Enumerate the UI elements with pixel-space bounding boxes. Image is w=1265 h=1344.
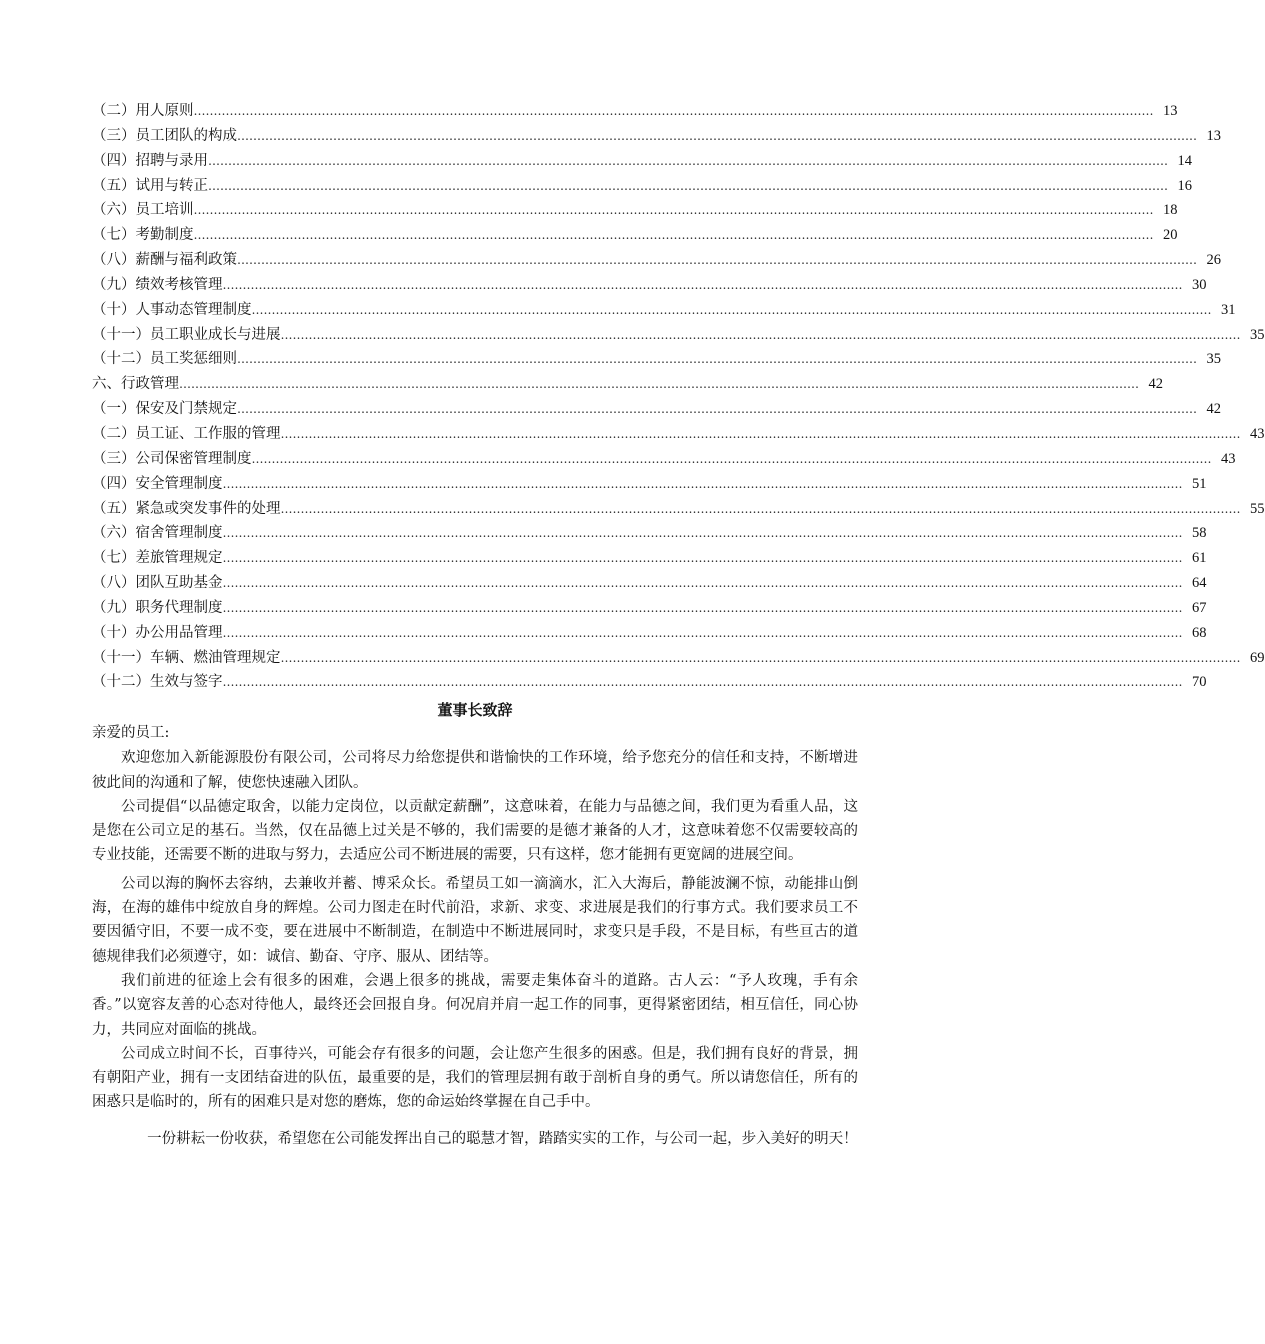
toc-leader-dots: …………………………………………………………………………………………………………………………………………………………………………………………………………………… — [193, 104, 1154, 118]
toc-entry-label: （二）用人原则 — [92, 103, 194, 119]
toc-entry-page: 30 — [1192, 276, 1207, 293]
toc-entry[interactable] — [92, 124, 1221, 149]
toc-entry-page: 58 — [1192, 525, 1207, 542]
toc-entry[interactable] — [92, 646, 1265, 671]
toc-leader-dots: …………………………………………………………………………………………………………………………………………………………………………………………………………………… — [280, 650, 1241, 665]
toc-entry[interactable] — [92, 273, 1207, 298]
toc-entry[interactable] — [92, 521, 1207, 546]
toc-leader-dots: …………………………………………………………………………………………………………………………………………………………………………………………………………………… — [280, 327, 1241, 342]
toc-entry-page: 13 — [1206, 127, 1221, 144]
toc-entry-label: （九）绩效考核管理 — [92, 276, 223, 293]
toc-leader-dots: …………………………………………………………………………………………………………………………………………………………………………………………………………………… — [179, 377, 1139, 392]
toc-leader-dots: …………………………………………………………………………………………………………………………………………………………………………………………………………………… — [208, 153, 1168, 168]
toc-entry[interactable] — [92, 174, 1192, 199]
toc-entry-label: （十一）车辆、燃油管理规定 — [92, 649, 281, 666]
toc-entry-page: 69 — [1250, 649, 1265, 666]
document-page — [92, 99, 1265, 1151]
toc-entry[interactable] — [92, 198, 1178, 223]
toc-entry-label: （七）考勤制度 — [92, 227, 194, 244]
toc-entry-label: （一）保安及门禁规定 — [92, 401, 237, 418]
toc-entry[interactable] — [92, 422, 1265, 447]
toc-entry-page: 13 — [1163, 103, 1178, 119]
toc-leader-dots: …………………………………………………………………………………………………………………………………………………………………………………………………………………… — [222, 625, 1183, 640]
toc-entry-page: 43 — [1221, 450, 1236, 467]
toc-entry-label: （三）公司保密管理制度 — [92, 450, 252, 467]
toc-entry-page: 51 — [1192, 475, 1207, 492]
toc-entry[interactable] — [92, 298, 1236, 323]
toc-entry-page: 42 — [1206, 401, 1221, 418]
toc-entry-label: （七）差旅管理规定 — [92, 550, 223, 567]
toc-entry-page: 43 — [1250, 425, 1265, 442]
toc-leader-dots: …………………………………………………………………………………………………………………………………………………………………………………………………………………… — [280, 501, 1241, 516]
letter-title: 董事长致辞 — [437, 701, 513, 720]
toc-entry-page: 20 — [1163, 227, 1178, 244]
toc-entry[interactable] — [92, 670, 1207, 695]
toc-entry-page: 70 — [1192, 674, 1207, 691]
toc-entry-label: 六、行政管理 — [92, 376, 179, 393]
toc-entry-label: （十二）员工奖惩细则 — [92, 351, 237, 368]
toc-leader-dots: …………………………………………………………………………………………………………………………………………………………………………………………………………………… — [237, 128, 1197, 143]
toc-entry[interactable] — [92, 472, 1207, 497]
toc-leader-dots: …………………………………………………………………………………………………………………………………………………………………………………………………………………… — [222, 576, 1183, 591]
toc-leader-dots: …………………………………………………………………………………………………………………………………………………………………………………………………………………… — [237, 253, 1197, 268]
toc-entry-page: 61 — [1192, 550, 1207, 567]
toc-entry-label: （四）安全管理制度 — [92, 475, 223, 492]
toc-entry-label: （十）人事动态管理制度 — [92, 301, 252, 318]
toc-entry[interactable] — [92, 596, 1207, 621]
toc-leader-dots: …………………………………………………………………………………………………………………………………………………………………………………………………………………… — [222, 277, 1183, 292]
toc-entry-page: 55 — [1250, 500, 1265, 517]
toc-entry-label: （三）员工团队的构成 — [92, 127, 237, 144]
toc-entry-page: 35 — [1250, 326, 1265, 343]
letter-paragraph: 公司以海的胸怀去容纳，去兼收并蓄、博采众长。希望员工如一滴滴水，汇入大海后，静能波澜不惊，动能排山倒海，在海的雄伟中绽放自身的辉煌。公司力图走在时代前沿，求新、求变、求进展是我们的行事方式。我们要求员工不要因循守旧，不要一成不变，要在进展中不断制造，在制造中不断进展同时，求变只是手段，不是目标，有些亘古的道德规律我们必须遵守，如：诚信、勤奋、守序、服从、团结等。 — [92, 875, 858, 965]
toc-entry-page: 68 — [1192, 624, 1207, 641]
toc-leader-dots: …………………………………………………………………………………………………………………………………………………………………………………………………………………… — [222, 526, 1183, 541]
toc-entry-label: （十二）生效与签字 — [92, 674, 223, 691]
toc-entry[interactable] — [92, 546, 1207, 571]
toc-entry-label: （八）团队互助基金 — [92, 575, 223, 592]
toc-entry-label: （六）员工培训 — [92, 202, 194, 219]
toc-entry[interactable] — [92, 323, 1265, 348]
toc-entry-page: 26 — [1206, 252, 1221, 269]
toc-entry[interactable] — [92, 248, 1221, 273]
toc-leader-dots: …………………………………………………………………………………………………………………………………………………………………………………………………………………… — [237, 352, 1197, 367]
toc-entry-label: （四）招聘与录用 — [92, 152, 208, 169]
letter-paragraph: 一份耕耘一份收获，希望您在公司能发挥出自己的聪慧才智，踏踏实实的工作，与公司一起，步入美好的明天！ — [147, 1130, 858, 1147]
toc-entry-page: 64 — [1192, 575, 1207, 592]
letter-salutation: 亲爱的员工: — [92, 725, 170, 742]
toc-entry[interactable] — [92, 99, 1178, 124]
toc-leader-dots: …………………………………………………………………………………………………………………………………………………………………………………………………………………… — [251, 451, 1212, 466]
toc-leader-dots: …………………………………………………………………………………………………………………………………………………………………………………………………………………… — [251, 302, 1212, 317]
toc-entry-page: 31 — [1221, 301, 1236, 318]
toc-entry-page: 42 — [1148, 376, 1163, 393]
toc-entry[interactable] — [92, 397, 1221, 422]
toc-leader-dots: …………………………………………………………………………………………………………………………………………………………………………………………………………………… — [237, 402, 1197, 417]
toc-entry[interactable] — [92, 571, 1207, 596]
toc-entry[interactable] — [92, 149, 1192, 174]
toc-leader-dots: …………………………………………………………………………………………………………………………………………………………………………………………………………………… — [222, 551, 1183, 566]
toc-leader-dots: …………………………………………………………………………………………………………………………………………………………………………………………………………………… — [280, 426, 1241, 441]
toc-leader-dots: …………………………………………………………………………………………………………………………………………………………………………………………………………………… — [222, 476, 1183, 491]
table-of-contents — [92, 99, 1265, 695]
toc-entry[interactable] — [92, 497, 1265, 522]
toc-entry[interactable] — [92, 372, 1163, 397]
toc-entry-label: （二）员工证、工作服的管理 — [92, 425, 281, 442]
toc-entry-page: 14 — [1177, 152, 1192, 169]
toc-entry-page: 67 — [1192, 599, 1207, 616]
toc-entry-page: 35 — [1206, 351, 1221, 368]
letter-paragraph: 公司提倡“以品德定取舍，以能力定岗位，以贡献定薪酬”，这意味着，在能力与品德之间，我们更为看重人品，这是您在公司立足的基石。当然，仅在品德上过关是不够的，我们需要的是德才兼备的人才，这意味着您不仅需要较高的专业技能，还需要不断的进取与努力，去适应公司不断进展的需要，只有这样，您才能拥有更宽阔的进展空间。 — [92, 798, 858, 864]
toc-entry-label: （五）紧急或突发事件的处理 — [92, 500, 281, 517]
toc-leader-dots: …………………………………………………………………………………………………………………………………………………………………………………………………………………… — [193, 228, 1154, 243]
toc-entry[interactable] — [92, 447, 1236, 472]
toc-entry-page: 16 — [1177, 177, 1192, 194]
toc-entry-label: （六）宿舍管理制度 — [92, 525, 223, 542]
toc-leader-dots: …………………………………………………………………………………………………………………………………………………………………………………………………………………… — [222, 675, 1183, 690]
toc-entry[interactable] — [92, 621, 1207, 646]
toc-leader-dots: …………………………………………………………………………………………………………………………………………………………………………………………………………………… — [208, 178, 1168, 193]
toc-entry-label: （八）薪酬与福利政策 — [92, 252, 237, 269]
toc-entry-label: （五）试用与转正 — [92, 177, 208, 194]
toc-entry-label: （十一）员工职业成长与进展 — [92, 326, 281, 343]
toc-entry-label: （九）职务代理制度 — [92, 599, 223, 616]
letter-paragraph: 我们前进的征途上会有很多的困难，会遇上很多的挑战，需要走集体奋斗的道路。古人云：“予人玫瑰，手有余香。”以宽容友善的心态对待他人，最终还会回报自身。何况肩并肩一起工作的同事，更得紧密团结，相互信任，同心协力，共同应对面临的挑战。 — [92, 972, 858, 1038]
toc-leader-dots: …………………………………………………………………………………………………………………………………………………………………………………………………………………… — [222, 600, 1183, 615]
toc-entry[interactable] — [92, 347, 1221, 372]
letter-paragraph: 欢迎您加入新能源股份有限公司，公司将尽力给您提供和谐愉快的工作环境，给予您充分的信任和支持，不断增进彼此间的沟通和了解，使您快速融入团队。 — [92, 750, 858, 791]
letter-paragraph: 公司成立时间不长，百事待兴，可能会存有很多的问题，会让您产生很多的困惑。但是，我们拥有良好的背景，拥有朝阳产业，拥有一支团结奋进的队伍，最重要的是，我们的管理层拥有敢于剖析自身的勇气。所以请您信任，所有的困惑只是临时的，所有的困难只是对您的磨炼，您的命运始终掌握在自己手中。 — [92, 1045, 858, 1111]
toc-leader-dots: …………………………………………………………………………………………………………………………………………………………………………………………………………………… — [193, 203, 1154, 218]
toc-entry-page: 18 — [1163, 202, 1178, 219]
toc-entry[interactable] — [92, 223, 1178, 248]
toc-entry-label: （十）办公用品管理 — [92, 624, 223, 641]
